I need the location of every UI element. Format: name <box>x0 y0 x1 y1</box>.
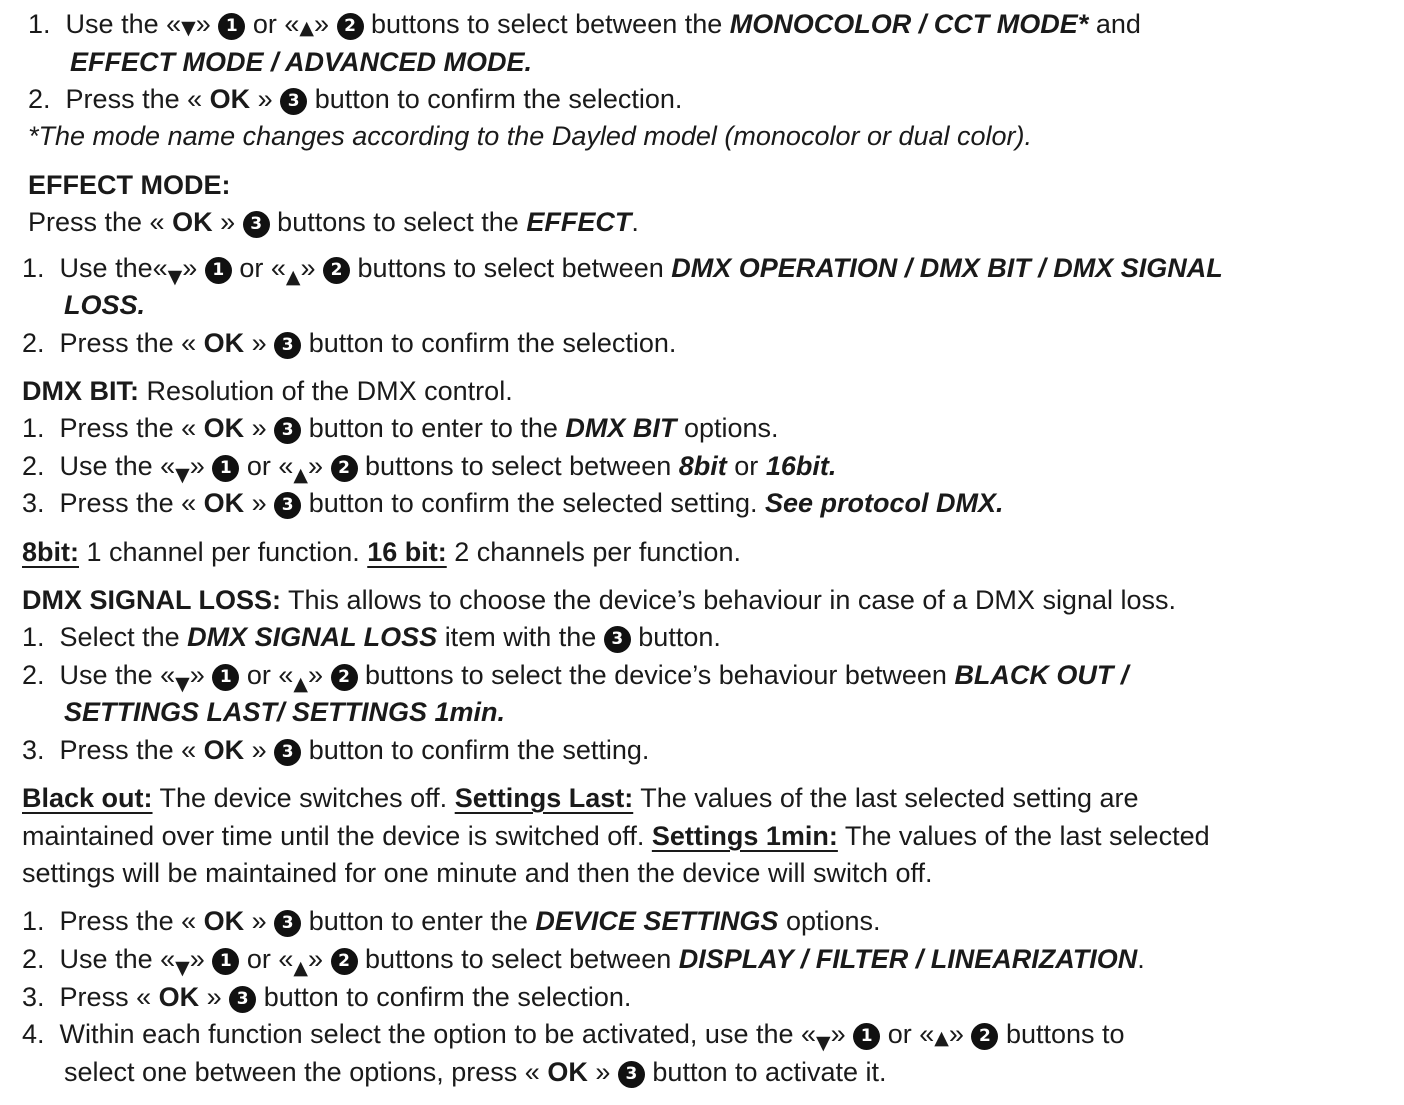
button-3-icon: 3 <box>243 211 270 238</box>
down-arrow-icon: ▼ <box>175 673 190 695</box>
device-settings-step-4: 4. Within each function select the option to be activated, use the «▼» 1 or «▲» 2 buttons to <box>22 1016 1125 1053</box>
step-number: 3. <box>22 488 45 518</box>
step-number: 1. <box>28 9 51 39</box>
step-number: 2. <box>22 451 45 481</box>
signal-loss-heading: DMX SIGNAL LOSS: This allows to choose the device’s behaviour in case of a DMX signal loss. <box>22 585 1177 615</box>
step-number: 2. <box>22 660 45 690</box>
signal-loss-def-2: maintained over time until the device is switched off. Settings 1min: The values of the last selected <box>22 821 1210 851</box>
up-arrow-icon: ▲ <box>293 673 308 695</box>
step-number: 1. <box>22 622 45 652</box>
down-arrow-icon: ▼ <box>181 17 196 39</box>
effect-mode-heading: EFFECT MODE: <box>28 170 231 200</box>
up-arrow-icon: ▲ <box>299 17 314 39</box>
button-3-icon: 3 <box>274 332 301 359</box>
down-arrow-icon: ▼ <box>175 464 190 486</box>
button-1-icon: 1 <box>212 664 239 691</box>
dmx-bit-step-1: 1. Press the « OK » 3 button to enter to the DMX BIT options. <box>22 410 779 447</box>
down-arrow-icon: ▼ <box>175 957 190 979</box>
device-settings-step-3: 3. Press « OK » 3 button to confirm the selection. <box>22 979 631 1016</box>
step-number: 3. <box>22 735 45 765</box>
button-2-icon: 2 <box>331 664 358 691</box>
signal-loss-step-2-cont: SETTINGS LAST/ SETTINGS 1min. <box>64 697 506 727</box>
step-number: 2. <box>28 84 51 114</box>
button-3-icon: 3 <box>274 417 301 444</box>
signal-loss-step-2: 2. Use the «▼» 1 or «▲» 2 buttons to select the device’s behaviour between BLACK OUT / <box>22 657 1128 694</box>
device-settings-step-1: 1. Press the « OK » 3 button to enter the DEVICE SETTINGS options. <box>22 903 881 940</box>
button-1-icon: 1 <box>218 13 245 40</box>
dmx-bit-step-2: 2. Use the «▼» 1 or «▲» 2 buttons to select between 8bit or 16bit. <box>22 448 836 485</box>
button-3-icon: 3 <box>274 910 301 937</box>
step-number: 1. <box>22 906 45 936</box>
dmx-bit-definitions: 8bit: 1 channel per function. 16 bit: 2 channels per function. <box>22 537 741 567</box>
button-1-icon: 1 <box>205 257 232 284</box>
step-number: 2. <box>22 328 45 358</box>
mode-step-1-cont: EFFECT MODE / ADVANCED MODE. <box>70 47 533 77</box>
up-arrow-icon: ▲ <box>293 957 308 979</box>
button-1-icon: 1 <box>212 455 239 482</box>
button-2-icon: 2 <box>337 13 364 40</box>
step-number: 1. <box>22 253 45 283</box>
step-number: 1. <box>22 413 45 443</box>
button-1-icon: 1 <box>853 1023 880 1050</box>
button-3-icon: 3 <box>274 492 301 519</box>
button-3-icon: 3 <box>274 739 301 766</box>
dmx-bit-heading: DMX BIT: Resolution of the DMX control. <box>22 376 513 406</box>
signal-loss-def-3: settings will be maintained for one minute and then the device will switch off. <box>22 858 933 888</box>
button-3-icon: 3 <box>618 1061 645 1088</box>
up-arrow-icon: ▲ <box>285 266 301 288</box>
up-arrow-icon: ▲ <box>934 1027 949 1049</box>
dmx-bit-step-3: 3. Press the « OK » 3 button to confirm the selected setting. See protocol DMX. <box>22 485 1004 522</box>
button-3-icon: 3 <box>280 88 307 115</box>
down-arrow-icon: ▼ <box>816 1032 831 1054</box>
effect-mode-intro: Press the « OK » 3 buttons to select the EFFECT. <box>28 207 639 237</box>
up-arrow-icon: ▲ <box>293 464 308 486</box>
device-settings-step-2: 2. Use the «▼» 1 or «▲» 2 buttons to select between DISPLAY / FILTER / LINEARIZATION. <box>22 941 1145 978</box>
effect-step-2: 2. Press the « OK » 3 button to confirm the selection. <box>22 325 676 362</box>
button-1-icon: 1 <box>212 948 239 975</box>
down-arrow-icon: ▼ <box>167 266 183 288</box>
button-3-icon: 3 <box>229 986 256 1013</box>
button-2-icon: 2 <box>331 455 358 482</box>
button-2-icon: 2 <box>331 948 358 975</box>
step-number: 4. <box>22 1019 45 1049</box>
effect-step-1: 1. Use the«▼» 1 or «▲» 2 buttons to select between DMX OPERATION / DMX BIT / DMX SIGNAL <box>22 250 1223 287</box>
mode-step-2: 2. Press the « OK » 3 button to confirm the selection. <box>28 81 682 118</box>
device-settings-step-4-cont: select one between the options, press « OK » 3 button to activate it. <box>64 1057 887 1087</box>
effect-step-1-cont: LOSS. <box>64 290 146 320</box>
button-2-icon: 2 <box>971 1023 998 1050</box>
button-3-icon: 3 <box>604 626 631 653</box>
step-number: 2. <box>22 944 45 974</box>
mode-step-1: 1. Use the «▼» 1 or «▲» 2 buttons to select between the MONOCOLOR / CCT MODE* and <box>28 6 1141 43</box>
mode-note: *The mode name changes according to the Dayled model (monocolor or dual color). <box>28 121 1033 151</box>
signal-loss-step-1: 1. Select the DMX SIGNAL LOSS item with the 3 button. <box>22 619 721 656</box>
signal-loss-step-3: 3. Press the « OK » 3 button to confirm the setting. <box>22 732 649 769</box>
button-2-icon: 2 <box>323 257 350 284</box>
step-number: 3. <box>22 982 45 1012</box>
signal-loss-def-1: Black out: The device switches off. Settings Last: The values of the last selected setting are <box>22 783 1139 813</box>
